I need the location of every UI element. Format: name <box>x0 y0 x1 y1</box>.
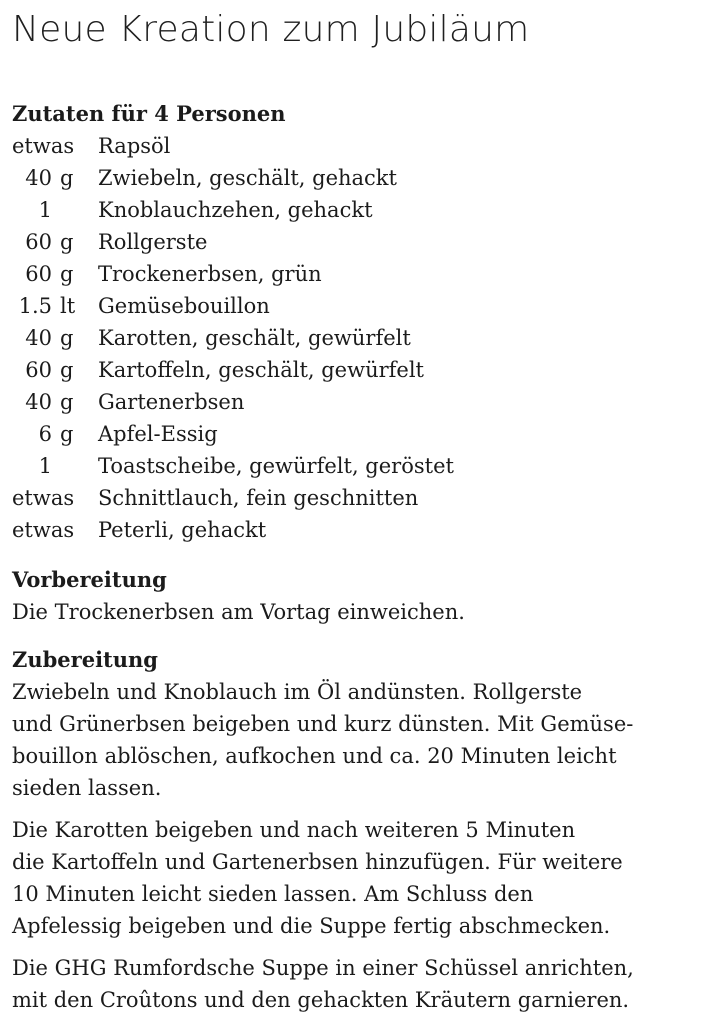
ingredient-unit: g <box>60 390 74 414</box>
ingredient-amount: 40 <box>25 166 52 190</box>
ingredient-amount: 60 <box>25 358 52 382</box>
zubereitung-line: Die Karotten beigeben und nach weiteren 5 Minuten <box>12 818 576 842</box>
ingredient-name: Apfel-Essig <box>98 422 218 446</box>
ingredient-unit: g <box>60 422 74 446</box>
zubereitung-paragraph <box>12 952 702 1016</box>
ingredient-name: Karotten, geschält, gewürfelt <box>98 326 411 350</box>
zubereitung-body <box>12 676 702 1016</box>
ingredient-amount: 40 <box>25 326 52 350</box>
ingredient-item <box>12 130 702 162</box>
ingredient-unit: lt <box>60 294 76 318</box>
zubereitung-line: Die GHG Rumfordsche Suppe in einer Schüssel anrichten, <box>12 956 634 980</box>
zubereitung-line: 10 Minuten leicht sieden lassen. Am Schluss den <box>12 882 534 906</box>
ingredient-amount: 40 <box>25 390 52 414</box>
ingredient-list <box>12 130 702 546</box>
ingredient-amount: 1 <box>38 198 52 222</box>
ingredient-unit <box>52 450 60 482</box>
ingredient-item <box>12 290 702 322</box>
zubereitung-line: Zwiebeln und Knoblauch im Öl andünsten. Rollgerste <box>12 680 583 704</box>
ingredient-amount: 1 <box>38 454 52 478</box>
zubereitung-paragraph <box>12 814 702 942</box>
ingredient-item <box>12 418 702 450</box>
ingredient-amount: etwas <box>12 486 75 510</box>
ingredient-quantity <box>12 258 98 290</box>
ingredient-unit: g <box>60 358 74 382</box>
ingredient-quantity <box>12 482 98 514</box>
ingredient-amount: 1.5 <box>18 294 52 318</box>
ingredient-name: Rollgerste <box>98 230 208 254</box>
ingredient-quantity <box>12 194 98 226</box>
ingredient-item <box>12 258 702 290</box>
ingredient-unit: g <box>60 166 74 190</box>
page-title: Neue Kreation zum Jubiläum <box>12 9 530 50</box>
zubereitung-line: bouillon ablöschen, aufkochen und ca. 20 Minuten leicht <box>12 744 617 768</box>
zubereitung-line: Apfelessig beigeben und die Suppe fertig abschmecken. <box>12 914 611 938</box>
zubereitung-heading: Zubereitung <box>12 647 158 672</box>
ingredient-amount: etwas <box>12 134 75 158</box>
ingredient-quantity <box>12 162 98 194</box>
ingredient-quantity <box>12 290 98 322</box>
ingredient-item <box>12 322 702 354</box>
vorbereitung-heading: Vorbereitung <box>12 567 167 592</box>
ingredient-item <box>12 226 702 258</box>
ingredient-quantity <box>12 386 98 418</box>
ingredient-item <box>12 514 702 546</box>
ingredient-item <box>12 162 702 194</box>
ingredient-name: Kartoffeln, geschält, gewürfelt <box>98 358 424 382</box>
ingredient-quantity <box>12 514 98 546</box>
ingredient-quantity <box>12 354 98 386</box>
ingredient-item <box>12 386 702 418</box>
ingredient-name: Zwiebeln, geschält, gehackt <box>98 166 397 190</box>
ingredient-name: Peterli, gehackt <box>98 518 267 542</box>
ingredient-unit: g <box>60 230 74 254</box>
zubereitung-paragraph <box>12 676 702 804</box>
ingredient-amount: 60 <box>25 230 52 254</box>
ingredient-amount: 60 <box>25 262 52 286</box>
recipe-page <box>12 0 702 1026</box>
ingredient-name: Knoblauchzehen, gehackt <box>98 198 373 222</box>
ingredient-name: Rapsöl <box>98 134 171 158</box>
ingredient-quantity <box>12 226 98 258</box>
ingredient-name: Toastscheibe, gewürfelt, geröstet <box>98 454 454 478</box>
ingredient-unit: g <box>60 262 74 286</box>
ingredient-quantity <box>12 450 98 482</box>
zubereitung-line: die Kartoffeln und Gartenerbsen hinzufügen. Für weitere <box>12 850 623 874</box>
ingredient-amount: 6 <box>38 422 52 446</box>
ingredient-quantity <box>12 322 98 354</box>
zubereitung-line: mit den Croûtons und den gehackten Kräutern garnieren. <box>12 988 630 1012</box>
zubereitung-line: sieden lassen. <box>12 776 162 800</box>
ingredient-name: Gartenerbsen <box>98 390 245 414</box>
ingredient-quantity <box>12 130 98 162</box>
ingredient-name: Schnittlauch, fein geschnitten <box>98 486 419 510</box>
zubereitung-line: und Grünerbsen beigeben und kurz dünsten. Mit Gemüse- <box>12 712 634 736</box>
ingredient-item <box>12 354 702 386</box>
ingredient-name: Gemüsebouillon <box>98 294 270 318</box>
ingredient-unit <box>52 194 60 226</box>
ingredient-name: Trockenerbsen, grün <box>98 262 322 286</box>
ingredient-quantity <box>12 418 98 450</box>
ingredient-item <box>12 482 702 514</box>
ingredient-item <box>12 194 702 226</box>
ingredient-amount: etwas <box>12 518 75 542</box>
ingredients-heading: Zutaten für 4 Personen <box>12 101 286 126</box>
ingredient-item <box>12 450 702 482</box>
vorbereitung-text: Die Trockenerbsen am Vortag einweichen. <box>12 600 465 624</box>
ingredient-unit: g <box>60 326 74 350</box>
